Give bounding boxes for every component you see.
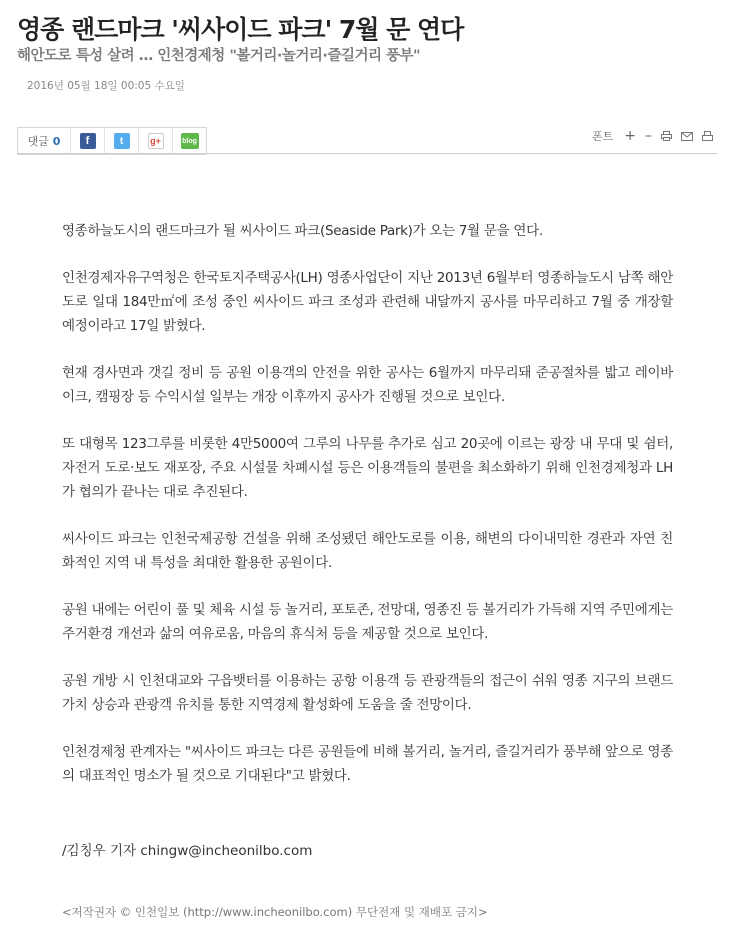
copyright-notice: <저작권자 © 인천일보 (http://www.incheonilbo.com) 무단전재 및 재배포 금지> [62,905,488,919]
email-button[interactable] [681,132,693,141]
facebook-share-button[interactable] [70,128,104,154]
article-paragraph: 인천경제청 관계자는 "씨사이드 파크는 다른 공원들에 비해 볼거리, 놀거리, 즐길거리가 풍부해 앞으로 영종의 대표적인 명소가 될 것으로 기대된다"고 밝혔다. [62,744,673,784]
article-paragraph: 공원 개방 시 인천대교와 구읍뱃터를 이용하는 공항 이용객 등 관광객들의 접근이 쉬워 영종 지구의 브랜드 가치 상승과 관광객 유치를 통한 지역경제 활성화에 도움을 줄 전망이다. [62,673,673,713]
google-plus-share-button[interactable] [138,128,172,154]
article-paragraph: 현재 경사면과 갯길 정비 등 공원 이용객의 안전을 위한 공사는 6월까지 마무리돼 준공절차를 밟고 레이바이크, 캠핑장 등 수익시설 일부는 개장 이후까지 공사가 진행될 것으로 보인다. [62,365,673,405]
toolbar-divider [17,153,717,154]
email-icon [681,132,693,141]
article-body [62,219,673,811]
article-date: 2016년 05월 18일 00:05 수요일 [27,80,185,92]
google-plus-icon: g+ [148,133,164,149]
article-paragraph: 영종하늘도시의 랜드마크가 될 씨사이드 파크(Seaside Park)가 오는 7월 문을 연다. [62,223,543,239]
article-paragraph: 공원 내에는 어린이 풀 및 체육 시설 등 놀거리, 포토존, 전망대, 영종진 등 볼거리가 가득해 지역 주민에게는 주거환경 개선과 삶의 여유로움, 마음의 휴식처 등을 제공할 것으로 보인다. [62,602,673,642]
font-size-label: 폰트 [592,130,614,143]
article-paragraph: 씨사이드 파크는 인천국제공항 건설을 위해 조성됐던 해안도로를 이용, 해변의 다이내믹한 경관과 자연 친화적인 지역 내 특성을 최대한 활용한 공원이다. [62,531,673,571]
article-paragraph: 인천경제자유구역청은 한국토지주택공사(LH) 영종사업단이 지난 2013년 6월부터 영종하늘도시 남쪽 해안도로 일대 184만㎡에 조성 중인 씨사이드 파크 조성과 관련해 내달까지 공사를 마무리하고 7월 중 개장할 예정이라고 17일 밝혔다. [62,270,673,334]
twitter-share-button[interactable] [104,128,138,154]
font-decrease-button[interactable]: – [645,128,652,144]
print-icon [661,131,672,141]
article-tools [592,128,713,144]
comments-count: 0 [52,134,61,148]
print-alt-button[interactable] [702,131,713,141]
font-increase-button[interactable]: + [624,128,636,144]
print-alt-icon [702,131,713,141]
article-headline: 영종 랜드마크 '씨사이드 파크' 7월 문 연다 [17,15,464,44]
comments-label: 댓글 [27,135,49,148]
blog-share-button[interactable] [172,128,206,154]
share-bar [17,127,207,155]
article-subheadline: 해안도로 특성 살려 … 인천경제청 "볼거리·놀거리·즐길거리 풍부" [17,48,421,64]
twitter-icon: t [114,133,130,149]
blog-icon: blog [181,133,199,149]
facebook-icon: f [80,133,96,149]
article-paragraph: 또 대형목 123그루를 비롯한 4만5000여 그루의 나무를 추가로 심고 20곳에 이르는 광장 내 무대 및 쉼터, 자전거 도로·보도 재포장, 주요 시설물 차폐시설 등은 이용객들의 불편을 최소화하기 위해 인천경제청과 LH가 협의가 끝나는 대로 추진된다. [62,436,673,500]
article-byline: /김칭우 기자 chingw@incheonilbo.com [62,843,313,859]
comments-button[interactable] [18,128,70,154]
article-toolbar [17,127,717,155]
print-button[interactable] [661,131,672,141]
